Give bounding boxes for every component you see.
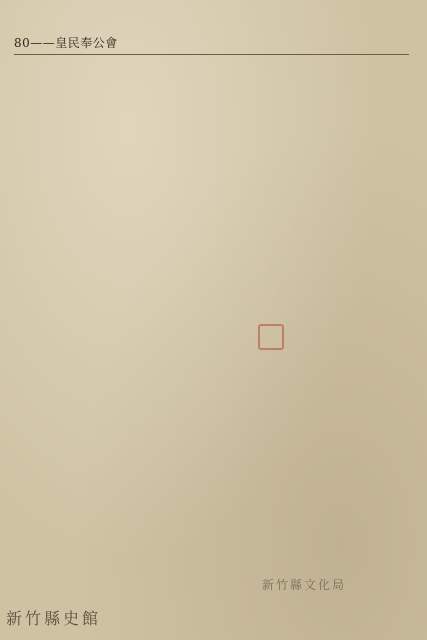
text-column-left-lower <box>18 332 223 582</box>
archive-watermark-right: 新竹縣文化局 <box>262 578 347 592</box>
text-column-right-lower <box>232 332 410 532</box>
text-column-right-upper <box>232 66 410 316</box>
header-rule <box>14 54 409 55</box>
page-header: 80——皇民奉公會 <box>14 36 118 50</box>
text-column-left-upper <box>18 66 223 316</box>
archive-watermark-left: 新竹縣史館 <box>6 609 102 628</box>
red-seal-stamp <box>258 324 284 350</box>
